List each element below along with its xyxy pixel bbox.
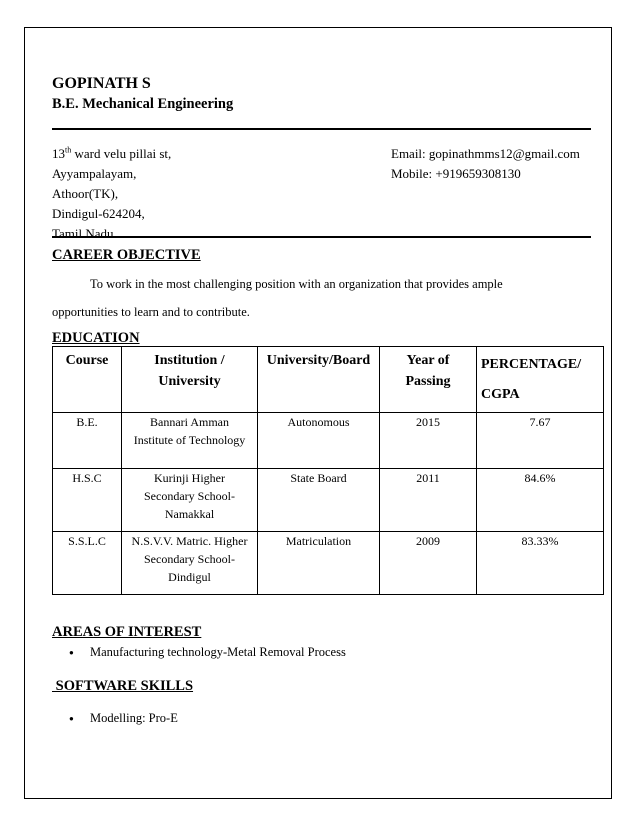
cell-year: 2015 xyxy=(380,413,477,469)
cell-percentage: 84.6% xyxy=(477,469,604,532)
table-header-row xyxy=(53,347,604,413)
education-table xyxy=(52,346,604,595)
education-heading: EDUCATION xyxy=(52,330,140,346)
table-row xyxy=(53,413,604,469)
col-board: University/Board xyxy=(258,347,380,413)
career-objective-line-1: To work in the most challenging position with an organization that provides ample xyxy=(90,277,503,291)
cell-board: Matriculation xyxy=(258,532,380,595)
address-block xyxy=(52,144,171,244)
candidate-name: GOPINATH S xyxy=(52,75,151,92)
bullet-icon: ● xyxy=(69,648,74,657)
areas-of-interest-heading: AREAS OF INTEREST xyxy=(52,624,202,640)
cell-year: 2009 xyxy=(380,532,477,595)
cell-course: H.S.C xyxy=(53,469,122,532)
divider-top xyxy=(52,128,591,130)
table-row xyxy=(53,532,604,595)
cell-institution: N.S.V.V. Matric. Higher Secondary School- Dindigul xyxy=(122,532,258,595)
cell-year: 2011 xyxy=(380,469,477,532)
list-item: ● Modelling: Pro-E xyxy=(69,711,178,725)
address-line-5: Tamil Nadu. xyxy=(52,226,117,241)
col-institution: Institution / University xyxy=(122,347,258,413)
software-list xyxy=(52,711,178,726)
interests-list xyxy=(52,645,346,660)
career-objective-heading: CAREER OBJECTIVE xyxy=(52,247,201,263)
career-objective-line-2: opportunities to learn and to contribute. xyxy=(52,305,250,319)
bullet-icon: ● xyxy=(69,714,74,723)
cell-percentage: 83.33% xyxy=(477,532,604,595)
cell-percentage: 7.67 xyxy=(477,413,604,469)
address-line-2: Ayyampalayam, xyxy=(52,166,137,181)
address-line-4: Dindigul-624204, xyxy=(52,206,145,221)
col-course: Course xyxy=(53,347,122,413)
col-percentage: PERCENTAGE/ CGPA xyxy=(477,347,604,413)
contact-block xyxy=(391,144,580,184)
address-line-1: 13th ward velu pillai st, xyxy=(52,145,172,161)
list-item: ● Manufacturing technology-Metal Removal Process xyxy=(69,645,346,659)
cell-course: S.S.L.C xyxy=(53,532,122,595)
address-line-3: Athoor(TK), xyxy=(52,186,119,201)
cell-institution: Kurinji Higher Secondary School- Namakkal xyxy=(122,469,258,532)
cell-board: Autonomous xyxy=(258,413,380,469)
cell-board: State Board xyxy=(258,469,380,532)
cell-course: B.E. xyxy=(53,413,122,469)
table-row xyxy=(53,469,604,532)
divider-bottom xyxy=(52,236,591,238)
candidate-degree: B.E. Mechanical Engineering xyxy=(52,96,234,112)
mobile-line: Mobile: +919659308130 xyxy=(391,166,521,181)
software-skills-heading: SOFTWARE SKILLS xyxy=(52,678,194,694)
cell-institution: Bannari Amman Institute of Technology xyxy=(122,413,258,469)
col-year: Year of Passing xyxy=(380,347,477,413)
email-line: Email: gopinathmms12@gmail.com xyxy=(391,146,580,161)
